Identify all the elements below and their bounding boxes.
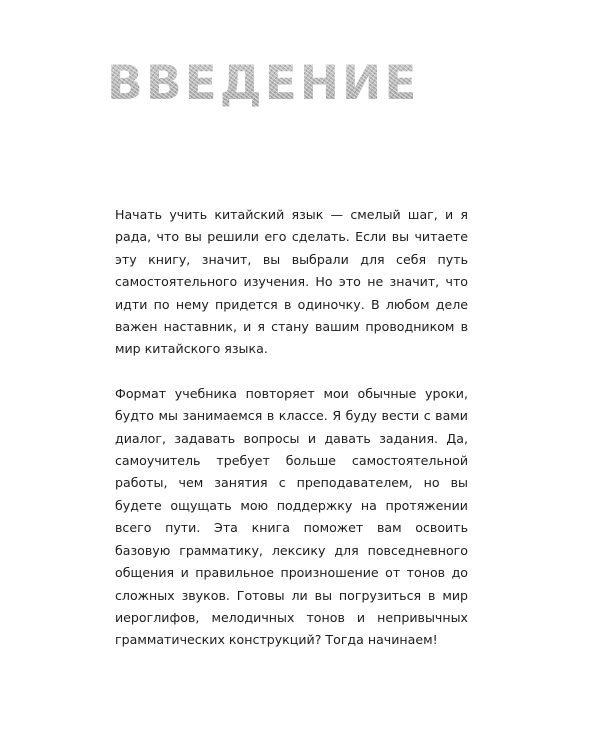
body-text bbox=[115, 204, 468, 652]
paragraph-2: Формат учебника повторяет мои обычные уроки, будто мы занимаемся в классе. Я буду вести с вами диалог, задавать вопросы и давать задания. Да, самоучитель требует больше самостоятельной работы, чем занятия с преподавателем, но вы будете ощущать мою поддержку на протяжении всего пути. Эта книга поможет вам освоить базовую грамматику, лексику для повседневного общения и правильное произношение от тонов до сложных звуков. Готовы ли вы погрузиться в мир иероглифов, мелодичных тонов и непривычных грамматических конструкций? Тогда начинаем! bbox=[115, 385, 468, 648]
chapter-title: ВВЕДЕНИЕ bbox=[107, 56, 420, 111]
paragraph-1: Начать учить китайский язык — смелый шаг, и я рада, что вы решили его сделать. Если вы читаете эту книгу, значит, вы выбрали для себя путь самостоятельного изучения. Но это не значит, что идти по нему придется в одиночку. В любом деле важен наставник, и я стану вашим проводником в мир китайского языка. bbox=[115, 207, 468, 357]
